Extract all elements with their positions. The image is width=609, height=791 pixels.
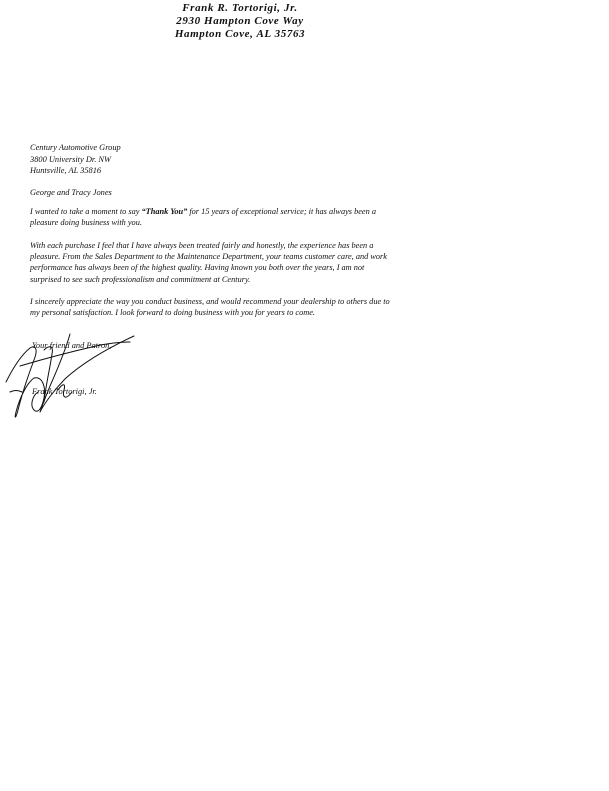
sender-name: Frank R. Tortorigi, Jr. <box>182 2 298 14</box>
sender-letterhead <box>150 2 330 41</box>
paragraph-service <box>30 240 387 285</box>
sender-city-state-zip: Hampton Cove, AL 35763 <box>174 28 306 40</box>
paragraph-thank-you <box>30 206 376 228</box>
paragraph-line: I sincerely appreciate the way you conduct business, and would recommend your dealership to others due to <box>30 297 390 306</box>
text-run: I wanted to take a moment to say <box>30 207 142 216</box>
sender-street: 2930 Hampton Cove Way <box>176 15 304 27</box>
paragraph-recommendation <box>30 296 390 318</box>
paragraph-line: my personal satisfaction. I look forward to doing business with you for years to come. <box>30 308 315 318</box>
recipient-address <box>30 142 121 177</box>
paragraph-line <box>30 206 376 217</box>
recipient-city-state-zip: Huntsville, AL 35816 <box>30 166 102 175</box>
paragraph-line: pleasure doing business with you. <box>30 218 142 228</box>
paragraph-line: With each purchase I feel that I have always been treated fairly and honestly, the experience has been a <box>30 241 374 250</box>
text-run: for 15 years of exceptional service; it has always been a <box>187 207 376 216</box>
handwritten-signature <box>0 320 160 430</box>
signer-name: Frank Tortorigi, Jr. <box>32 387 97 396</box>
closing-line: Your friend and Patron, <box>32 341 112 350</box>
recipient-street: 3800 University Dr. NW <box>30 154 111 164</box>
salutation: George and Tracy Jones <box>30 188 112 197</box>
thank-you-emphasis: “Thank You” <box>141 207 188 216</box>
recipient-company: Century Automotive Group <box>30 143 121 152</box>
paragraph-line: performance has always been of the highest quality. Having known you both over the years, I am not <box>30 263 365 273</box>
paragraph-line: surprised to see such professionalism and commitment at Century. <box>30 274 251 284</box>
paragraph-line: pleasure. From the Sales Department to the Maintenance Department, your teams customer care, and work <box>30 252 387 262</box>
